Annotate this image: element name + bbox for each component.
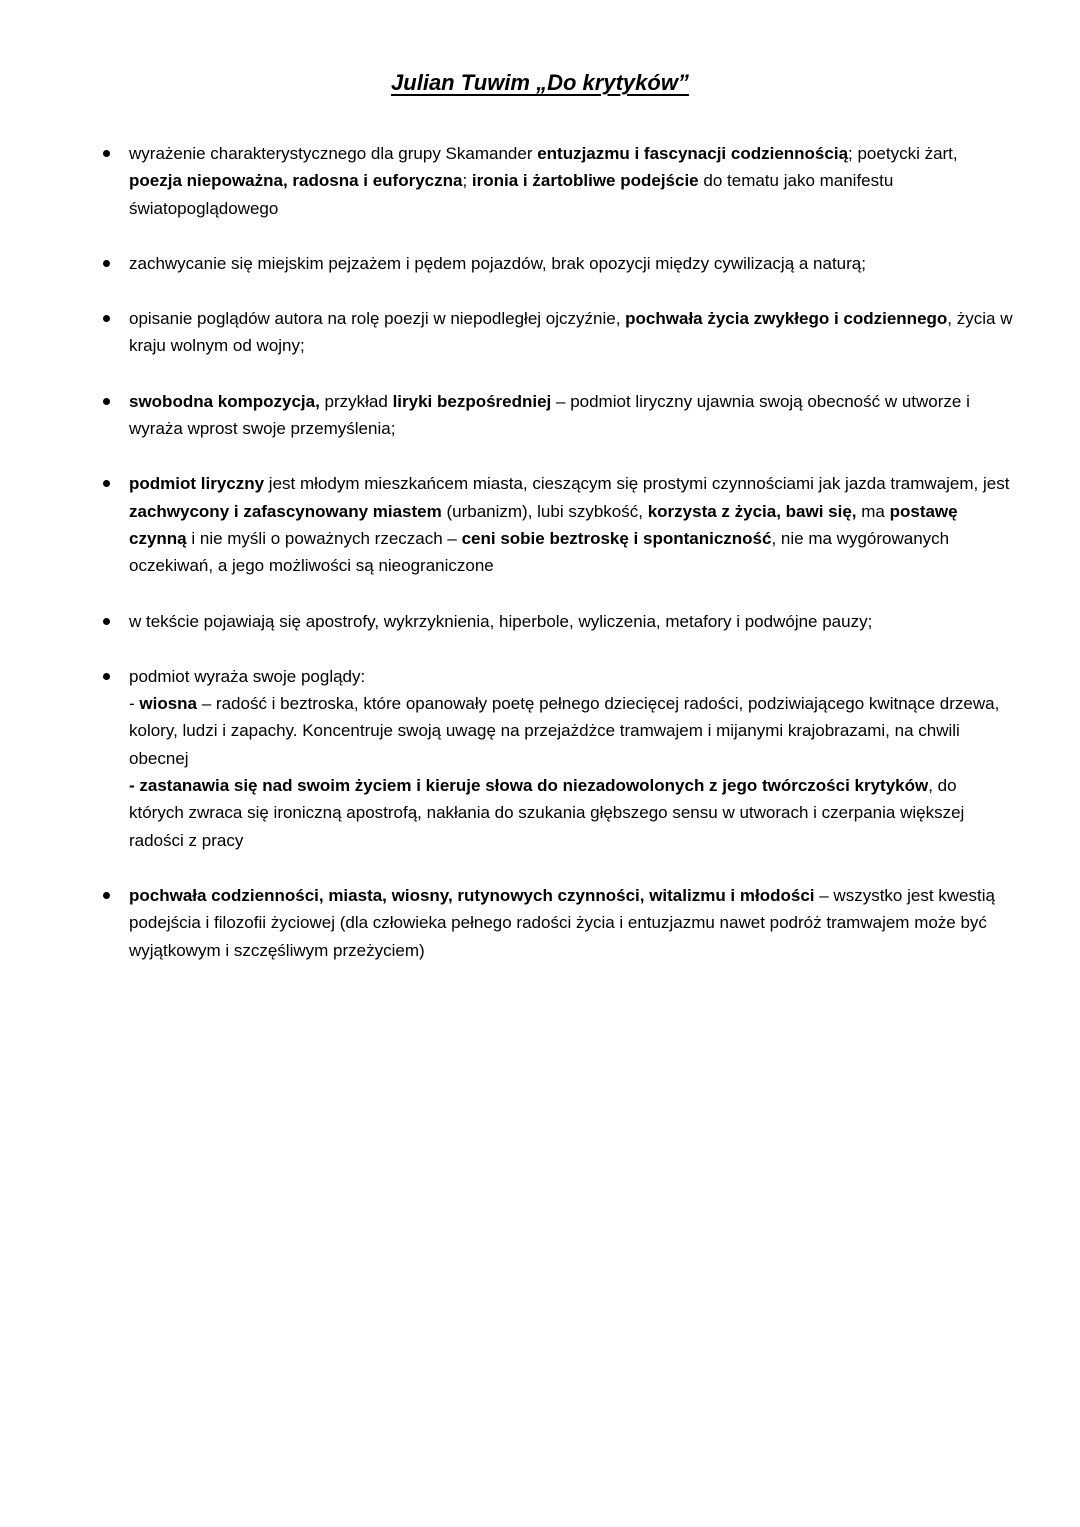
text-segment: – radość i beztroska, które opanowały poetę pełnego dziecięcej radości, podziwiającego kwitnące drzewa, kolory, ludzi i zapachy. Koncentruje swoją uwagę na przejażdżce tramwajem i mijanymi krajobrazami, na chwili obecnej bbox=[129, 694, 1000, 768]
text-segment: - bbox=[129, 694, 140, 714]
text-segment: – wszystko jest kwestią podejścia i filozofii życiowej (dla człowieka pełnego radości życia i entuzjazmu nawet podróż tramwajem może być wyjątkowym i szczęśliwym przeżyciem) bbox=[129, 885, 995, 960]
list-item bbox=[129, 388, 1014, 443]
text-segment: ; poetycki żart, bbox=[848, 144, 958, 163]
list-item bbox=[129, 608, 1014, 635]
bold-text-segment: ironia i żartobliwe podejście bbox=[471, 171, 699, 191]
bold-text-segment: podmiot liryczny bbox=[129, 474, 265, 494]
list-item bbox=[129, 140, 1014, 222]
text-segment: (urbanizm), lubi szybkość, bbox=[441, 501, 648, 521]
text-segment: – podmiot liryczny ujawnia swoją obecność w utworze i wyraża wprost swoje przemyślenia; bbox=[129, 391, 970, 439]
bold-text-segment: pochwała codzienności, miasta, wiosny, rutynowych czynności, witalizmu i młodości bbox=[129, 885, 815, 905]
page-title bbox=[0, 0, 1080, 96]
bold-text-segment: postawę czynną bbox=[129, 501, 958, 548]
text-segment: i nie myśli o poważnych rzeczach – bbox=[186, 528, 462, 548]
text-segment: ; bbox=[462, 171, 472, 191]
text-segment: wyrażenie charakterystycznego dla grupy Skamander bbox=[129, 144, 538, 163]
list-item bbox=[129, 882, 1014, 964]
bold-text-segment: - zastanawia się nad swoim życiem i kieruje słowa do niezadowolonych z jego twórczości krytyków bbox=[129, 776, 929, 796]
text-segment: ma bbox=[856, 501, 890, 521]
list-item bbox=[129, 305, 1014, 360]
bold-text-segment: swobodna kompozycja, bbox=[129, 391, 320, 411]
text-segment: jest młodym mieszkańcem miasta, cieszącym się prostymi czynnościami jak jazda tramwajem, jest bbox=[264, 474, 1010, 494]
bullet-list bbox=[0, 140, 1080, 964]
bold-text-segment: entuzjazmu i fascynacji codziennością bbox=[537, 144, 849, 163]
bold-text-segment: pochwała życia zwykłego i codziennego bbox=[625, 309, 948, 329]
text-segment: podmiot wyraża swoje poglądy: bbox=[129, 666, 366, 686]
page-title-text: Julian Tuwim „Do krytyków” bbox=[391, 70, 689, 95]
list-item bbox=[129, 663, 1014, 854]
text-segment: , życia w kraju wolnym od wojny; bbox=[129, 309, 1013, 356]
text-segment: do tematu jako manifestu światopoglądowego bbox=[129, 171, 894, 218]
bold-text-segment: wiosna bbox=[139, 694, 198, 714]
bold-text-segment: ceni sobie beztroskę i spontaniczność bbox=[461, 528, 772, 548]
text-segment: , do których zwraca się ironiczną apostrofą, nakłania do szukania głębszego sensu w utworach i czerpania większej radości z pracy bbox=[129, 776, 965, 850]
list-item bbox=[129, 470, 1014, 579]
bold-text-segment: poezja niepoważna, radosna i euforyczna bbox=[129, 171, 463, 191]
text-segment: , nie ma wygórowanych oczekiwań, a jego możliwości są nieograniczone bbox=[129, 528, 950, 576]
text-segment: przykład bbox=[319, 391, 393, 411]
bold-text-segment: zachwycony i zafascynowany miastem bbox=[129, 501, 442, 521]
list-item bbox=[129, 250, 1014, 277]
bold-text-segment: liryki bezpośredniej bbox=[392, 391, 552, 411]
text-segment: opisanie poglądów autora na rolę poezji w niepodległej ojczyźnie, bbox=[129, 309, 626, 329]
text-segment: w tekście pojawiają się apostrofy, wykrzyknienia, hiperbole, wyliczenia, metafory i podwójne pauzy; bbox=[129, 611, 873, 631]
bold-text-segment: korzysta z życia, bawi się, bbox=[647, 501, 857, 521]
text-segment: zachwycanie się miejskim pejzażem i pędem pojazdów, brak opozycji między cywilizacją a naturą; bbox=[129, 253, 866, 273]
